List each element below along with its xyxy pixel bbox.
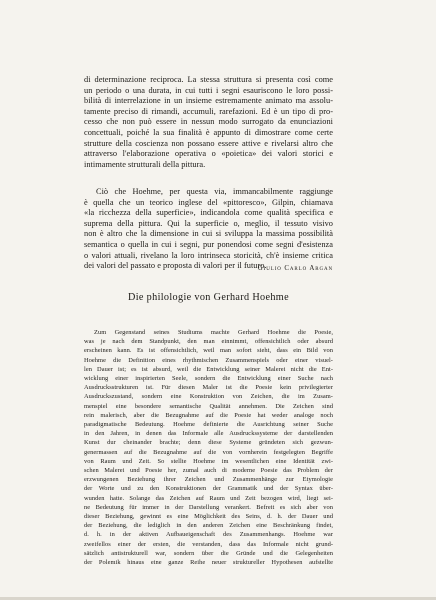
text-line: Ciò che Hoehme, per questa via, immancabilmente raggiunge — [96, 187, 333, 196]
text-line: bilità di interrelazione in un insieme estremamente animato ma assolu- — [84, 96, 333, 106]
text-line: len Dauer ist; es ist absurd, weil die Entwicklung seiner Malerei nicht die Ent- — [84, 365, 333, 373]
text-line: intimamente strutturali della pittura. — [84, 159, 206, 169]
text-line: dei valori del passato e proposta di valori per il futuro. — [84, 261, 267, 271]
text-line: è quella che un teorico inglese del «pittoresco», Gilpin, chiamava — [84, 197, 333, 207]
text-line: d. h. in der aktiven Aufbaueigenschaft des Zusammenhangs. Hoehme war — [84, 531, 333, 539]
text-line: wunden hatte. Solange das Zeichen auf Raum und Zeit bezogen wird, liegt sei- — [84, 494, 333, 502]
text-line: ne Bedeutung für immer in der Darstellung verankert. Befreit es sich aber von — [84, 503, 333, 511]
text-line: paradigmatische Bedeutung. Hoehme definierte die Ausrichtung seiner Suche — [84, 421, 333, 429]
text-line: cesso che non può essere in nessun modo surrogato da enunciazioni — [84, 117, 333, 127]
text-line: erzwungenen Beziehung ihrer Zeichen und Zusammenhänge zur Etymologie — [84, 476, 333, 484]
german-text-block — [84, 328, 333, 567]
text-line: menspiel eine besondere semantische Qualität annehmen. Die Zeichen sind — [84, 402, 333, 410]
text-line: sätzlich antistrukturell war, sondern über die Gründe und die Gelegenheiten — [84, 549, 333, 557]
author-signature: Giulio Carlo Argan — [257, 265, 333, 272]
text-line: Zum Gegenstand seines Studiums machte Gerhard Hoehme die Poesie, — [94, 329, 333, 336]
text-line: Kunst dur cheinander brachte; denn diese Systeme gründeten sich gezwun- — [84, 439, 333, 447]
text-line: Ausdrucksstrukturen ist. Für diesen Maler ist die Poesie kein privilegierter — [84, 384, 333, 392]
text-line: un periodo o una durata, in cui tutti i segni esauriscono le loro possi- — [84, 85, 333, 95]
text-line: genermassen auf die Bezugnahme auf die von vornherein festgelegten Begriffe — [84, 448, 333, 456]
text-line: «la ricchezza della superficie», indicandola come qualità specifica e — [84, 208, 333, 218]
text-line: der Beziehung, die lediglich in den anderen Zeichen eine Beschränkung findet, — [84, 522, 333, 530]
text-line: von Raum und Zeit. So stellte Hoehme im wesentlichen eine Identität zwi- — [84, 457, 333, 465]
text-line: suprema della pittura. Qui la superficie o, meglio, il tessuto visivo — [84, 218, 333, 228]
text-line: Ausdruckszustand, sondern eine Konstruktion von Zeichen, die im Zusam- — [84, 393, 333, 401]
text-line: was je nach dem Standpunkt, den man einnimmt, offensichtlich oder absurd — [84, 338, 333, 346]
text-line: o valori attuali, rivelano la loro intrinseca storicità, ch'è insieme critica — [84, 250, 333, 260]
italian-paragraph-2 — [84, 187, 333, 272]
text-line: dieser Beziehung, gewinnt es eine Möglichkeit des Seins, d. h. der Dauer und — [84, 513, 333, 521]
section-heading: Die philologie von Gerhard Hoehme — [128, 292, 289, 303]
text-line: concettuali, poiché la sua finalità è appunto di dimostrare come certe — [84, 127, 333, 137]
text-line: in den Jahren, in denen das Informale alle Ausdruckssysteme der darstellenden — [84, 430, 333, 438]
text-line: schen Malerei und Poesie her, zumal auch di moderne Poesie das Problem der — [84, 467, 333, 475]
text-line: di determinazione reciproca. La stessa struttura si presenta così come — [84, 75, 333, 84]
text-line: Hoehme die Definition eines rhythmischen Zusammenspiels oder einer visuel- — [84, 356, 333, 364]
text-line: strutture della coscienza non possano essere attive e rivelarsi altro che — [84, 138, 333, 148]
text-line: attraverso l'elaborazione operativa o «poietica» dei valori storici e — [84, 149, 333, 159]
text-line: erscheinen kann. Es ist offensichtlich, weil man sofort sieht, dass ein Bild von — [84, 347, 333, 355]
text-line: tamente preciso di rimandi, accumuli, rarefazioni. Ed è un tipo di pro- — [84, 106, 333, 116]
text-line: non è altro che la dimensione in cui si sviluppa la massima possibilità — [84, 229, 333, 239]
text-line: wicklung einer inspirierten Seele, sondern die Entwicklung einer Suche nach — [84, 375, 333, 383]
text-line: rein malerisch, aber die Bezugnahme auf die Poesie hat weder analoge noch — [84, 411, 333, 419]
text-line: der Worte und zu den Konstruktionen der Grammatik und der Syntax über- — [84, 485, 333, 493]
text-line: zweifellos einer der ersten, die verstanden, dass das Informale nicht grund- — [84, 540, 333, 548]
text-line: der Polemik hinaus eine ganze Reihe neuer struktureller Hypothesen aufstellte — [84, 559, 333, 567]
text-line: semantica o quella in cui i segni, pur ponendosi come segni d'esistenza — [84, 239, 333, 249]
italian-paragraph-1 — [84, 75, 333, 170]
